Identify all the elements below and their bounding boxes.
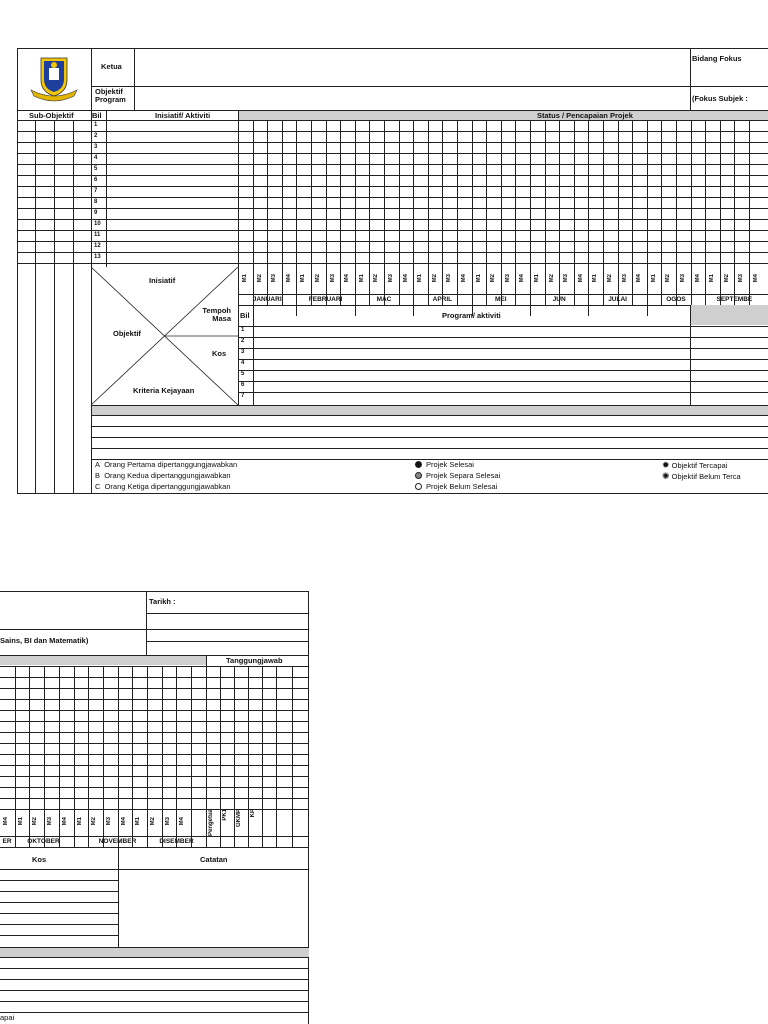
week-label: M2 — [665, 274, 672, 283]
week-label: M1 — [417, 274, 424, 283]
empty-circle-icon — [415, 483, 422, 490]
fokus-subjek-label: (Fokus Subjek : — [692, 94, 748, 103]
week-label: M1 — [534, 274, 540, 283]
row-number: 5 — [94, 166, 98, 172]
month-label: ER — [2, 838, 12, 845]
diagram-kriteria: Kriteria Kejayaan — [133, 386, 195, 395]
week-label: M1 — [17, 817, 24, 826]
week-label: M2 — [256, 274, 263, 283]
week-label: M2 — [431, 274, 438, 283]
month-label: MEI — [495, 296, 507, 303]
week-label: M1 — [242, 274, 248, 283]
month-label: SEPTEMBE — [716, 296, 753, 303]
legend-c-text: Orang Ketiga dipertanggungjawabkan — [104, 482, 231, 491]
inisiatif-cell[interactable] — [107, 143, 237, 153]
week-label: M1 — [650, 274, 657, 283]
program-bil-header: Bil — [240, 311, 250, 320]
program-cell[interactable] — [254, 393, 689, 403]
month-label: JUN — [552, 296, 566, 303]
legend-b-key: B — [95, 471, 101, 480]
week-label: M3 — [446, 274, 453, 283]
row-number: 13 — [94, 254, 101, 260]
page-top — [17, 48, 768, 494]
month-label: OKTOBER — [27, 838, 60, 845]
legend-c-key: C — [95, 482, 101, 491]
program-row-number: 7 — [241, 393, 245, 399]
diagram-kos: Kos — [212, 349, 227, 358]
inisiatif-cell[interactable] — [107, 132, 237, 142]
row-number: 2 — [94, 133, 98, 139]
legend-b — [95, 471, 231, 480]
month-label: APRIL — [432, 296, 453, 303]
inisiatif-cell[interactable] — [107, 231, 237, 241]
filled-circle-icon — [415, 461, 422, 468]
program-aktiviti-header: Program/ aktiviti — [442, 311, 501, 320]
program-cell[interactable] — [254, 349, 689, 359]
kos-cell[interactable] — [0, 936, 117, 946]
bil-header: Bil — [92, 111, 102, 120]
inisiatif-cell[interactable] — [107, 198, 237, 208]
month-label: MAC — [376, 296, 392, 303]
kos-cell[interactable] — [0, 903, 117, 913]
row-number: 7 — [94, 188, 98, 194]
week-label: M4 — [179, 817, 186, 826]
ketua-label: Ketua — [101, 62, 122, 71]
legend-selesai — [415, 460, 474, 469]
week-label: M4 — [636, 274, 643, 283]
inisiatif-cell[interactable] — [107, 209, 237, 219]
week-label: M1 — [709, 274, 716, 283]
legend-a-text: Orang Pertama dipertanggungjawabkan — [104, 460, 238, 469]
legend-belum — [415, 482, 497, 491]
inisiatif-cell[interactable] — [107, 154, 237, 164]
diagram-inisiatif: Inisiatif — [149, 276, 176, 285]
diagram-objektif: Objektif — [113, 329, 141, 338]
week-label: M3 — [47, 817, 54, 826]
legend-c — [95, 482, 231, 491]
inisiatif-cell[interactable] — [107, 176, 237, 186]
program-row-number: 4 — [241, 360, 245, 366]
program-row-number: 3 — [241, 349, 245, 355]
objektif-program-label: Objektif Program — [95, 87, 126, 104]
inisiatif-cell[interactable] — [107, 165, 237, 175]
week-label: M2 — [607, 274, 613, 283]
legend-obj-belum — [662, 471, 741, 482]
filled-star-icon: ✹ — [662, 460, 670, 470]
program-cell[interactable] — [254, 327, 689, 337]
week-label: M4 — [285, 274, 292, 283]
week-label: M4 — [461, 274, 467, 283]
week-label: M3 — [388, 274, 394, 283]
kos-cell[interactable] — [0, 881, 117, 891]
legend-selesai-text: Projek Selesai — [426, 460, 474, 469]
week-label: M3 — [329, 274, 336, 283]
week-label: M3 — [563, 274, 570, 283]
program-cell[interactable] — [254, 382, 689, 392]
week-label: M4 — [577, 274, 584, 283]
week-label: M3 — [164, 817, 171, 826]
sub-objektif-header: Sub-Objektif — [29, 111, 74, 120]
empty-star-icon: ✺ — [662, 471, 670, 481]
catatan-header: Catatan — [200, 855, 228, 864]
week-label: M1 — [592, 274, 599, 283]
row-number: 3 — [94, 144, 98, 150]
inisiatif-cell[interactable] — [107, 187, 237, 197]
row-number: 6 — [94, 177, 98, 183]
week-label: M2 — [150, 817, 156, 826]
inisiatif-aktiviti-header: Inisiatif/ Aktiviti — [155, 111, 211, 120]
legend-b-text: Orang Kedua dipertanggungjawabkan — [104, 471, 231, 480]
row-number: 9 — [94, 210, 98, 216]
legend-obj-belum-text: Objektif Belum Terca — [671, 472, 741, 481]
legend-tail: apai — [0, 1013, 15, 1022]
kos-cell[interactable] — [0, 925, 117, 935]
diagram-tempoh-masa: Tempoh Masa — [202, 306, 231, 323]
week-label: M4 — [753, 274, 759, 283]
month-label: JULAI — [608, 296, 627, 303]
month-label: FEBRUARI — [308, 296, 343, 303]
objective-diagram — [91, 267, 238, 405]
tanggungjawab-header: Tanggungjawab — [226, 656, 283, 665]
legend-obj-tercapai — [662, 460, 727, 471]
row-number: 10 — [94, 221, 101, 227]
program-cell[interactable] — [254, 371, 689, 381]
row-number: 12 — [94, 243, 101, 249]
legend-a — [95, 460, 237, 469]
role-label: KP — [250, 809, 256, 818]
month-label: DISEMBER — [159, 838, 194, 845]
bidang-fokus-label: Bidang Fokus — [692, 54, 742, 63]
row-number: 1 — [94, 122, 98, 128]
school-crest-logo — [29, 54, 79, 104]
program-row-number: 6 — [241, 382, 245, 388]
week-label: M2 — [490, 274, 497, 283]
status-header: Status / Pencapaian Projek — [537, 111, 633, 120]
week-label: M4 — [3, 817, 9, 826]
ketua-field[interactable] — [135, 49, 689, 85]
role-label: Pengetua — [208, 809, 214, 837]
week-label: M4 — [694, 274, 701, 283]
week-label: M3 — [621, 274, 628, 283]
week-label: M4 — [61, 817, 68, 826]
role-label: PK1 — [222, 809, 228, 821]
kos-cell[interactable] — [0, 914, 117, 924]
inisiatif-cell[interactable] — [107, 242, 237, 252]
legend-belum-text: Projek Belum Selesai — [426, 482, 498, 491]
week-label: M4 — [344, 274, 351, 283]
month-label: JANUARI — [252, 296, 282, 303]
page-bottom — [0, 591, 310, 1024]
program-row-number: 2 — [241, 338, 245, 344]
week-label: M4 — [402, 274, 409, 283]
program-row-number: 5 — [241, 371, 245, 377]
week-label: M2 — [723, 274, 730, 283]
program-cell[interactable] — [254, 360, 689, 370]
tarikh-label: Tarikh : — [149, 597, 176, 606]
catatan-field[interactable] — [119, 870, 308, 946]
row-number: 8 — [94, 199, 98, 205]
fokus-subjek-tail: Sains, BI dan Matematik) — [0, 636, 89, 645]
week-label: M2 — [315, 274, 321, 283]
inisiatif-cell[interactable] — [107, 253, 237, 263]
legend-separa — [415, 471, 500, 480]
week-label: M1 — [135, 817, 142, 826]
legend-obj-tercapai-text: Objektif Tercapai — [671, 461, 728, 470]
week-label: M4 — [519, 274, 526, 283]
legend-separa-text: Projek Separa Selesai — [426, 471, 501, 480]
month-label: OGOS — [666, 296, 686, 303]
week-label: M1 — [300, 274, 307, 283]
half-circle-icon — [415, 472, 422, 479]
week-label: M2 — [32, 817, 39, 826]
legend-a-key: A — [95, 460, 101, 469]
row-number: 4 — [94, 155, 98, 161]
role-label: GKMP — [236, 809, 242, 827]
month-label: NOVEMBER — [98, 838, 137, 845]
week-label: M3 — [271, 274, 278, 283]
week-label: M3 — [504, 274, 511, 283]
week-label: M2 — [91, 817, 98, 826]
row-number: 11 — [94, 232, 101, 238]
kos-header: Kos — [32, 855, 47, 864]
week-label: M4 — [120, 817, 127, 826]
week-label: M1 — [358, 274, 365, 283]
inisiatif-cell[interactable] — [107, 121, 237, 131]
program-cell[interactable] — [254, 338, 689, 348]
week-label: M2 — [548, 274, 555, 283]
objektif-program-field[interactable] — [135, 87, 689, 109]
week-label: M3 — [680, 274, 686, 283]
week-label: M2 — [373, 274, 380, 283]
week-label: M1 — [475, 274, 482, 283]
week-label: M1 — [76, 817, 83, 826]
program-row-number: 1 — [241, 327, 245, 333]
inisiatif-cell[interactable] — [107, 220, 237, 230]
kos-cell[interactable] — [0, 892, 117, 902]
week-label: M3 — [105, 817, 112, 826]
week-label: M3 — [738, 274, 745, 283]
kos-cell[interactable] — [0, 870, 117, 880]
